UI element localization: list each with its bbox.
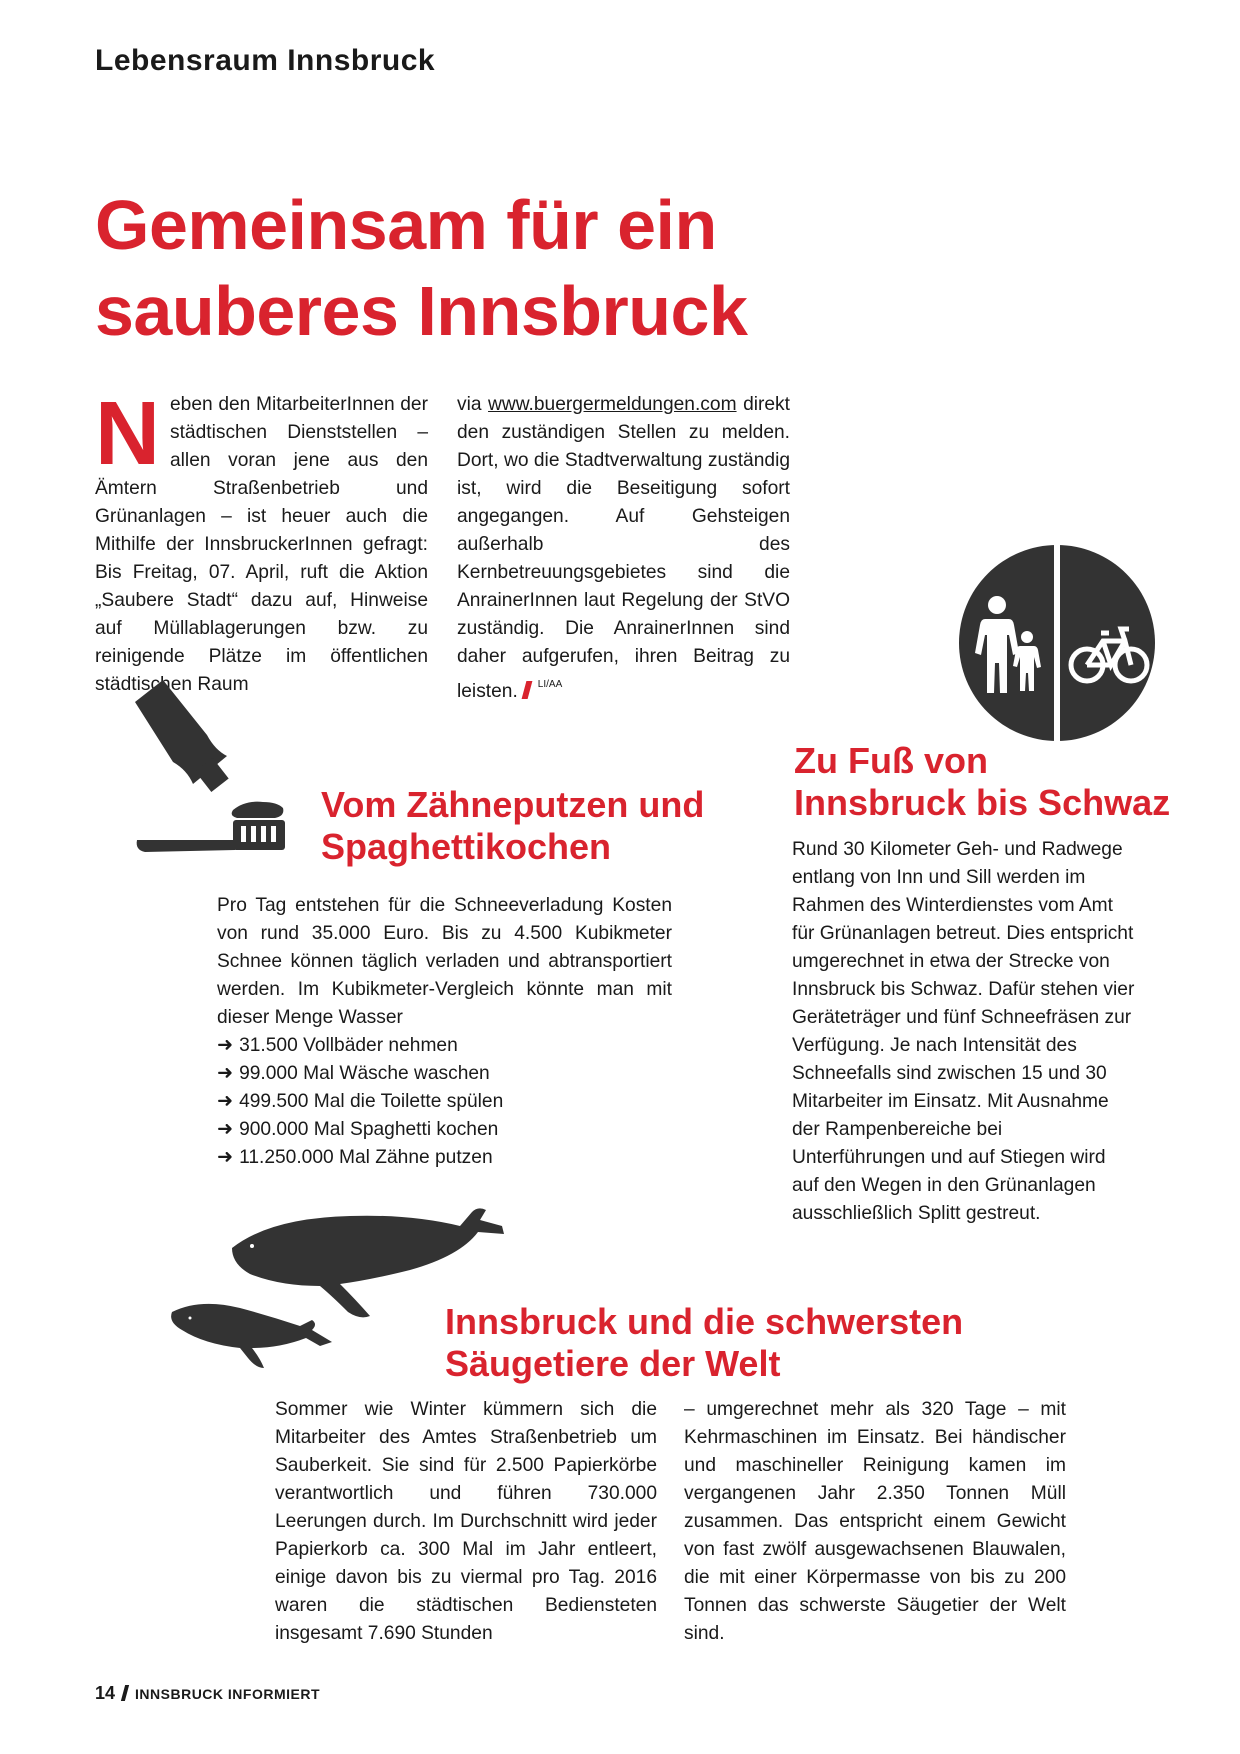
- water-facts-list: [217, 1032, 672, 1172]
- page-number: 14: [95, 1683, 116, 1703]
- arrow-icon: ➜: [217, 1091, 234, 1112]
- section-label: Lebensraum Innsbruck: [95, 44, 436, 77]
- title-line-2: sauberes Innsbruck: [95, 272, 748, 350]
- toothpaste-heading-line-1: Vom Zähneputzen und: [321, 784, 705, 825]
- list-item: [217, 1060, 672, 1088]
- footer-slash: [121, 1685, 129, 1701]
- toothpaste-heading: [321, 784, 761, 868]
- buergermeldungen-link[interactable]: www.buergermeldungen.com: [488, 394, 737, 415]
- walk-heading: [794, 740, 1214, 824]
- intro-column-2: [457, 391, 790, 706]
- toothpaste-text: Pro Tag entstehen für die Schneeverladung Kosten von rund 35.000 Euro. Bis zu 4.500 Kubikmeter Schnee können täglich verladen und abtransportiert werden. Im Kubikmeter-Vergleich könnte man mit dieser Menge Wasser: [217, 895, 672, 1028]
- intro-column-1: [95, 384, 428, 699]
- drop-cap: N: [95, 384, 160, 484]
- whales-heading-line-2: Säugetiere der Welt: [445, 1343, 781, 1384]
- whales-column-2: – umgerechnet mehr als 320 Tage – mit Kehrmaschinen im Einsatz. Bei händischer und maschineller Reinigung kamen im vergangenen Jahr 2.350 Tonnen Müll zusammen. Das entspricht einem Gewicht von fast zwölf ausgewachsenen Blauwalen, die mit einer Körpermasse von bis zu 200 Tonnen das schwerste Säugetier der Welt sind.: [684, 1399, 1066, 1644]
- toothpaste-body: [217, 892, 672, 1172]
- toothpaste-heading-line-2: Spaghettikochen: [321, 826, 612, 867]
- toothpaste-icon: [135, 680, 295, 870]
- arrow-icon: ➜: [217, 1035, 234, 1056]
- fact-text: 31.500 Vollbäder nehmen: [239, 1035, 458, 1056]
- intro-text-1: eben den MitarbeiterInnen der städtischen Dienststellen – allen voran jene aus den Ämtern Straßenbetrieb und Grünanlagen – ist heuer auch die Mithilfe der InnsbruckerInnen gefragt: Bis Freitag, 07. April, ruft die Aktion „Saubere Stadt“ dazu auf, Hinweise auf Müllablagerungen bzw. zu reinigende Plätze im öffentlichen städtischen Raum: [95, 394, 428, 695]
- intro-via: via: [457, 394, 482, 415]
- fact-text: 11.250.000 Mal Zähne putzen: [239, 1147, 493, 1168]
- walk-text: Rund 30 Kilometer Geh- und Radwege entlang von Inn und Sill werden im Rahmen des Winterdienstes vom Amt für Grünanlagen betreut. Dies entspricht umgerechnet in etwa der Strecke von Innsbruck bis Schwaz. Dafür stehen vier Geräteträger und fünf Schneefräsen zur Verfügung. Je nach Intensität des Schneefalls sind zwischen 15 und 30 Mitarbeiter im Einsatz. Mit Ausnahme der Rampenbereiche bei Unterführungen und auf Stiegen wird auf den Wegen in den Grünanlagen ausschließlich Splitt gestreut.: [792, 839, 1135, 1224]
- list-item: [217, 1116, 672, 1144]
- whales-heading: [445, 1301, 1065, 1385]
- walk-heading-line-1: Zu Fuß von: [794, 740, 988, 781]
- arrow-icon: ➜: [217, 1063, 234, 1084]
- end-mark: [521, 681, 532, 699]
- publication-name: INNSBRUCK INFORMIERT: [135, 1686, 321, 1702]
- author-credit: LI/AA: [537, 679, 563, 690]
- fact-text: 499.500 Mal die Toilette spülen: [239, 1091, 504, 1112]
- list-item: [217, 1144, 672, 1172]
- list-item: [217, 1088, 672, 1116]
- page-title: [95, 182, 995, 354]
- arrow-icon: ➜: [217, 1147, 234, 1168]
- title-line-1: Gemeinsam für ein: [95, 186, 717, 264]
- fact-text: 900.000 Mal Spaghetti kochen: [239, 1119, 499, 1140]
- arrow-icon: ➜: [217, 1119, 234, 1140]
- intro-text-2: direkt den zuständigen Stellen zu melden. Dort, wo die Stadtverwaltung zuständig ist, wird die Beseitigung sofort angegangen. Auf Gehsteigen außerhalb des Kernbetreuungsgebietes sind die AnrainerInnen laut Regelung der StVO zuständig. Die AnrainerInnen sind daher aufgerufen, ihren Beitrag zu leisten.: [457, 394, 790, 702]
- pedestrian-bicycle-sign-icon: [957, 543, 1157, 743]
- list-item: [217, 1032, 672, 1060]
- fact-text: 99.000 Mal Wäsche waschen: [239, 1063, 490, 1084]
- whales-column-1: Sommer wie Winter kümmern sich die Mitarbeiter des Amtes Straßenbetrieb um Sauberkeit. Sie sind für 2.500 Papierkörbe verantwortlich und führen 730.000 Leerungen durch. Im Durchschnitt wird jeder Papierkorb ca. 300 Mal im Jahr entleert, einige davon bis zu viermal pro Tag. 2016 waren die städtischen Bediensteten insgesamt 7.690 Stunden: [275, 1399, 657, 1644]
- whales-heading-line-1: Innsbruck und die schwersten: [445, 1301, 964, 1342]
- walk-heading-line-2: Innsbruck bis Schwaz: [794, 782, 1171, 823]
- page-footer: [95, 1683, 320, 1704]
